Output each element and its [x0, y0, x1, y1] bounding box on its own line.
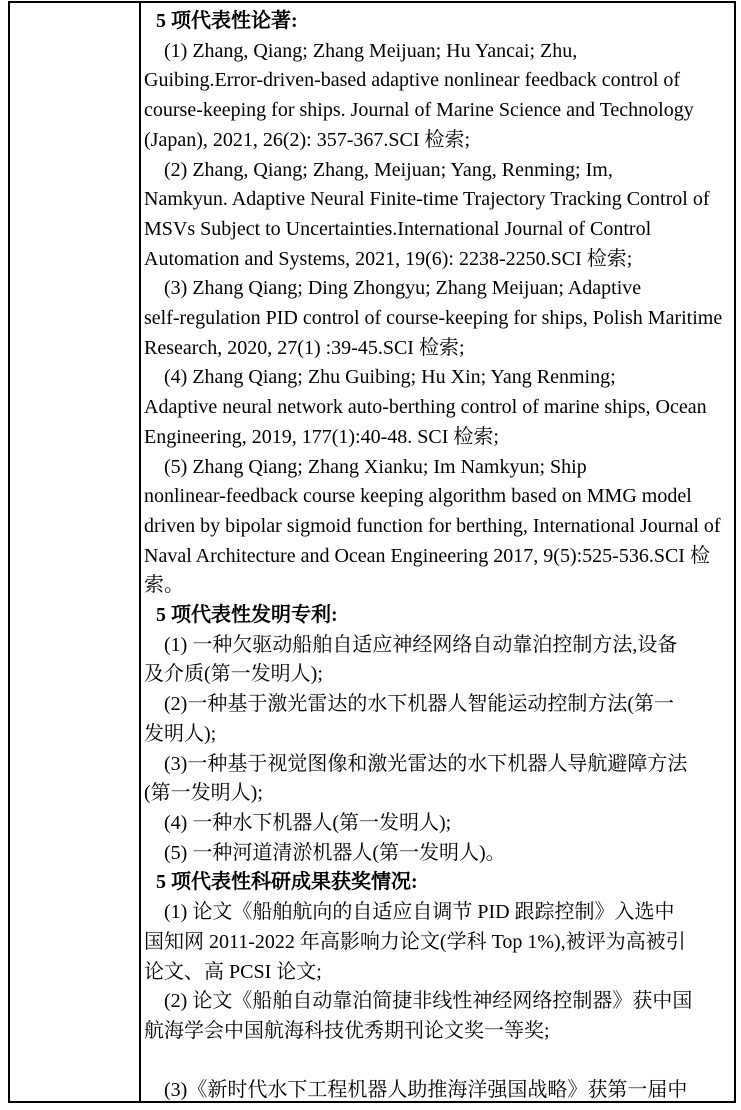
paragraph-line: self-regulation PID control of course-keeping for ships, Polish Maritime	[144, 307, 723, 330]
paragraph-line: (第一发明人);	[144, 782, 263, 805]
paragraph-line: Adaptive neural network auto-berthing control of marine ships, Ocean	[144, 396, 707, 419]
paragraph-line: (2) 论文《船舶自动靠泊简捷非线性神经网络控制器》获中国	[164, 990, 693, 1013]
paragraph-line: (1) 一种欠驱动船舶自适应神经网络自动靠泊控制方法,设备	[164, 633, 678, 656]
paragraph-line: Research, 2020, 27(1) :39-45.SCI 检索;	[144, 336, 465, 359]
paragraph-line: (3)《新时代水下工程机器人助推海洋强国战略》获第一届中	[164, 1079, 688, 1101]
paragraph-line: MSVs Subject to Uncertainties.International Journal of Control	[144, 217, 652, 240]
paragraph-line: (2) Zhang, Qiang; Zhang, Meijuan; Yang, Renming; Im,	[164, 158, 613, 181]
section-heading: 5 项代表性发明专利:	[156, 604, 338, 627]
table-empty-cell	[10, 3, 141, 1101]
paragraph-line: Namkyun. Adaptive Neural Finite-time Trajectory Tracking Control of	[144, 188, 710, 211]
paragraph-line: 航海学会中国航海科技优秀期刊论文奖一等奖;	[144, 1019, 550, 1042]
paragraph-line: 国知网 2011-2022 年高影响力论文(学科 Top 1%),被评为高被引	[144, 930, 686, 953]
paragraph-line: 索。	[144, 574, 184, 597]
paragraph-line: (5) 一种河道清淤机器人(第一发明人)。	[164, 841, 506, 864]
section-heading: 5 项代表性科研成果获奖情况:	[156, 871, 418, 894]
section-heading: 5 项代表性论著:	[156, 10, 298, 32]
paragraph-line: Naval Architecture and Ocean Engineering 2017, 9(5):525-536.SCI 检	[144, 544, 710, 567]
paragraph-line: 论文、高 PCSI 论文;	[144, 960, 322, 983]
paragraph-line: 发明人);	[144, 722, 217, 745]
paragraph-line: course-keeping for ships. Journal of Marine Science and Technology	[144, 99, 694, 122]
table-content-cell	[141, 3, 734, 1101]
paragraph-line: (1) 论文《船舶航向的自适应自调节 PID 跟踪控制》入选中	[164, 901, 675, 924]
paragraph-line: nonlinear-feedback course keeping algorithm based on MMG model	[144, 485, 692, 508]
paragraph-line: (2)一种基于激光雷达的水下机器人智能运动控制方法(第一	[164, 693, 674, 716]
paragraph-line: (1) Zhang, Qiang; Zhang Meijuan; Hu Yancai; Zhu,	[164, 39, 578, 62]
paragraph-line: Guibing.Error-driven-based adaptive nonlinear feedback control of	[144, 69, 681, 92]
paragraph-line: (5) Zhang Qiang; Zhang Xianku; Im Namkyun; Ship	[164, 455, 587, 478]
resume-table	[8, 1, 736, 1103]
paragraph-line: Automation and Systems, 2021, 19(6): 2238-2250.SCI 检索;	[144, 247, 633, 270]
paragraph-line: driven by bipolar sigmoid function for berthing, International Journal of	[144, 514, 721, 537]
paragraph-line: (4) 一种水下机器人(第一发明人);	[164, 811, 452, 834]
paragraph-line: 及介质(第一发明人);	[144, 663, 323, 686]
paragraph-line: Engineering, 2019, 177(1):40-48. SCI 检索;	[144, 425, 499, 448]
paragraph-line: (Japan), 2021, 26(2): 357-367.SCI 检索;	[144, 128, 471, 151]
paragraph-line: (3) Zhang Qiang; Ding Zhongyu; Zhang Meijuan; Adaptive	[164, 277, 642, 300]
paragraph-line: (3)一种基于视觉图像和激光雷达的水下机器人导航避障方法	[164, 752, 688, 775]
paragraph-line: (4) Zhang Qiang; Zhu Guibing; Hu Xin; Yang Renming;	[164, 366, 616, 389]
blank-line	[144, 1047, 726, 1077]
